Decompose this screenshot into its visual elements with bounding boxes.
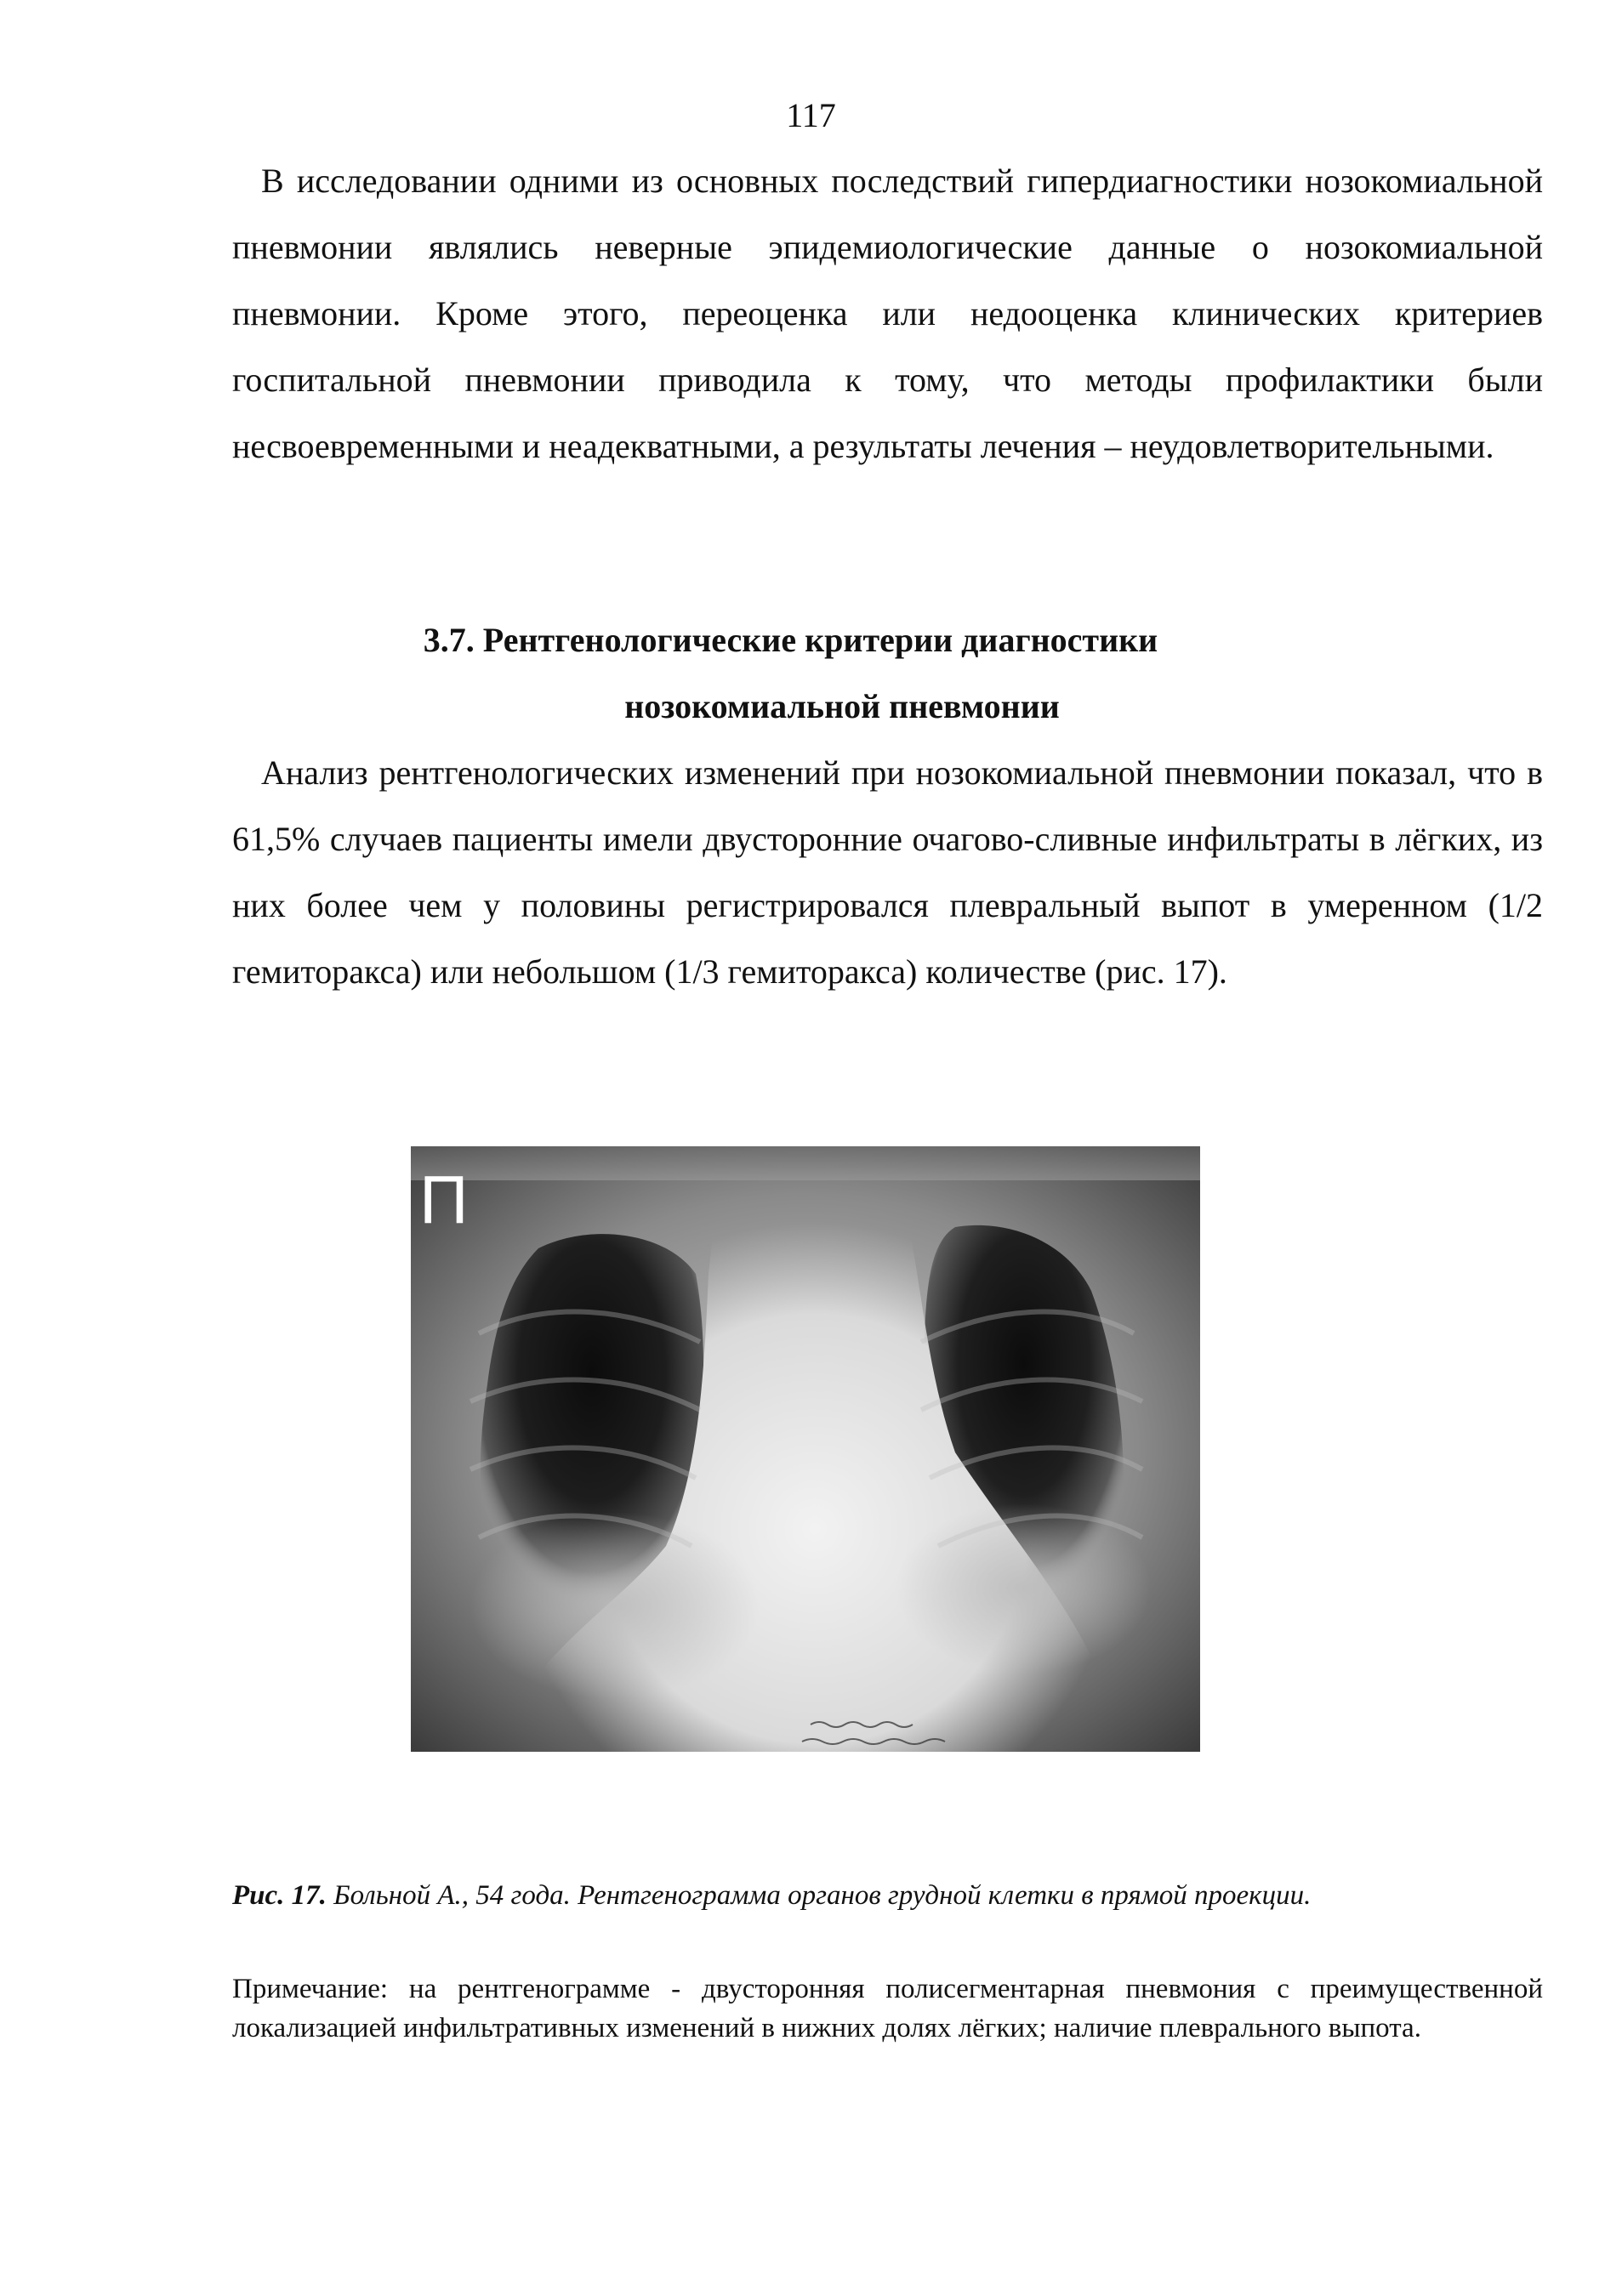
figure-title: Больной А., 54 года. Рентгенограмма органов грудной клетки в прямой проекции.: [333, 1880, 1312, 1911]
figure-caption: [232, 1876, 1543, 1915]
section-heading-line-2: нозокомиальной пневмонии: [624, 687, 1060, 725]
figure-label: Рис. 17.: [232, 1880, 327, 1911]
paragraph-1-text: В исследовании одними из основных последствий гипердиагностики нозокомиальной пневмонии являлись неверные эпидемиологические данные о нозокомиальной пневмонии. Кроме этого, переоценка или недооценка клинических критериев госпитальной пневмонии приводила к тому, что методы профилактики были несвоевременными и неадекватными, а результаты лечения – неудовлетворительными.: [232, 162, 1543, 465]
figure-note: Примечание: на рентгенограмме - двусторонняя полисегментарная пневмония с преимущественной локализацией инфильтративных изменений в нижних долях лёгких; наличие плеврального выпота.: [232, 1974, 1543, 2043]
body-paragraph-2: Анализ рентгенологических изменений при нозокомиальной пневмонии показал, что в 61,5% случаев пациенты имели двусторонние очагово-сливные инфильтраты в лёгких, из них более чем у половины регистрировался плевральный выпот в умеренном (1/2 гемиторакса) или небольшом (1/3 гемиторакса) количестве (рис. 17).: [232, 753, 1543, 991]
body-paragraph-1: [232, 148, 1543, 480]
chest-xray-image: [411, 1146, 1200, 1752]
xray-marker: П: [419, 1162, 469, 1237]
section-heading: [0, 607, 1622, 740]
xray-illustration: [411, 1146, 1200, 1752]
section-heading-line-1: 3.7. Рентгенологические критерии диагностики: [423, 621, 1158, 659]
page-number: 117: [786, 96, 836, 134]
